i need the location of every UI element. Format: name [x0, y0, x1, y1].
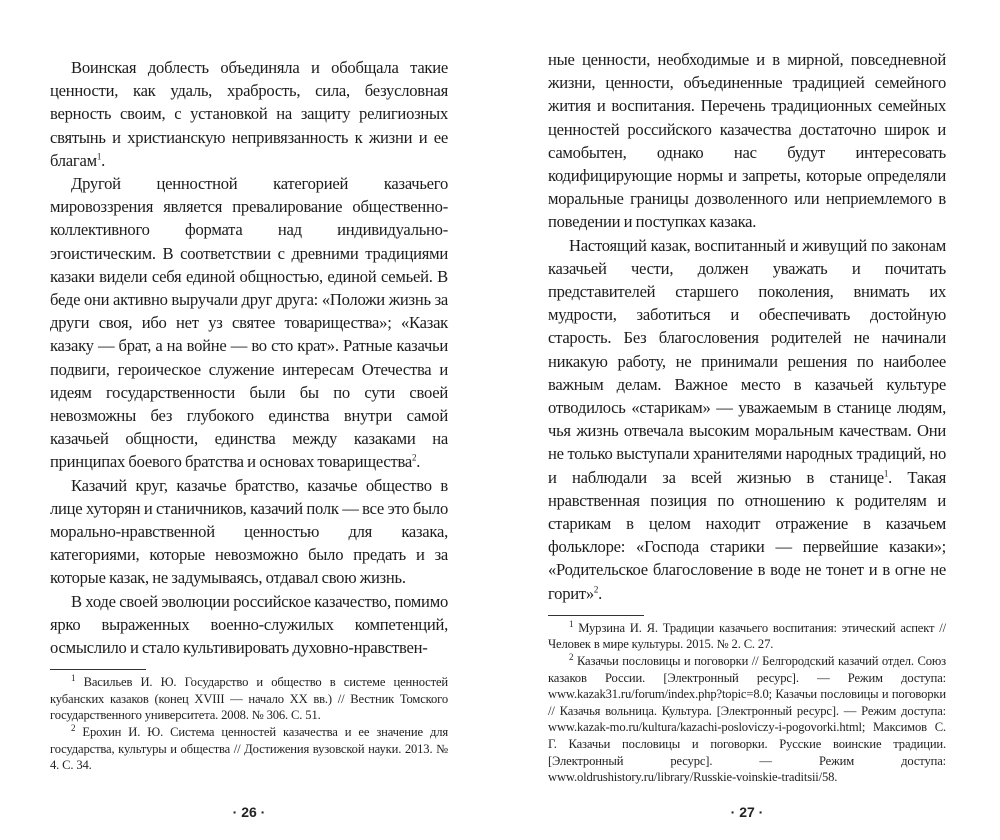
- footnote-ref[interactable]: 2: [412, 452, 417, 463]
- footnote-divider: [50, 669, 146, 670]
- left-page-body: [50, 56, 448, 659]
- paragraph: Настоящий казак, воспитанный и живущий по законам казачьей чести, должен уважать и почитать представителей старшего поколения, внимать их мудрости, заботиться и обеспечивать достойную старость. Без благословения родителей не начинали никакую работу, не принимали решения по наиболее важным делам. Важное место в казачьей культуре отводилось «старикам» — уважаемым в станице людям, чья жизнь отвечала высоким моральным качествам. Они не только выступали хранителями народных традиций, но и наблюдали за всей жизнью в станице$^1$. Такая нравственная позиция по отношению к родителям и старикам в целом находит отражение в казачьем фольклоре: «Господа старики — первейшие казаки»; «Родительское благословение в воде не тонет и в огне не горит»$^2$.: [548, 235, 946, 603]
- paragraph: Казачий круг, казачье братство, казачье общество в лице хуторян и станичников, казачий полк — все это было морально-нравственной ценностью для казака, категориями, которые невозможно было предать и за которые казак, не задумываясь, отдавал свою жизнь.: [50, 475, 448, 588]
- paragraph: ные ценности, необходимые и в мирной, повседневной жизни, ценности, объединенные традицией семейного жития и воспитания. Перечень традиционных семейных ценностей российского казачества достаточно широк и самобытен, однако нас будут интересовать кодифицирующие нормы и запреты, которые определяли моральные границы дозволенного или неприемлемого в поведении и поступках казака.: [548, 50, 946, 232]
- right-page: [500, 0, 1000, 840]
- footnote-ref[interactable]: 1: [883, 468, 889, 479]
- paragraph: Другой ценностной категорией казачьего мировоззрения является превалирование общественно-коллективного формата над индивидуально-эгоистическим. В соответствии с древними традициями казаки видели себя единой общностью, единой семьей. В беде они активно выручали друг друга: «Положи жизнь за други своя, ибо нет уз святее товарищества»; «Казак казаку — брат, а на войне — во сто крат». Ратные казачьи подвиги, героическое служение интересам Отечества и идеям государственности были бы по сути своей невозможны без глубокого единства внутри самой казачьей общности, единства между казаками на принципах боевого братства и основах товарищества$^2$.: [50, 174, 448, 472]
- paragraph: Воинская доблесть объединяла и обобщала такие ценности, как удаль, храбрость, сила, безусловная верность своим, с установкой на защиту религиозных святынь и христианскую непривязанность к жизни и ее благам$^1$.: [50, 58, 448, 170]
- left-page-footnotes: [50, 674, 448, 774]
- footnote: $^1$ Мурзина И. Я. Традиции казачьего воспитания: этический аспект // Человек в мире культуры. 2015. № 2. С. 27.: [548, 618, 946, 652]
- footnote: $^1$ Васильев И. Ю. Государство и общество в системе ценностей кубанских казаков (конец XVIII — начало XX вв.) // Вестник Томского государственного университета. 2008. № 306. С. 51.: [50, 673, 448, 723]
- right-page-footnotes: [548, 620, 946, 786]
- page-number: · 27 ·: [730, 803, 764, 820]
- footnote-divider: [548, 615, 644, 616]
- paragraph: В ходе своей эволюции российское казачество, помимо ярко выраженных военно-служилых компетенций, осмыслило и стало культивировать духовно-нравствен-: [50, 591, 448, 658]
- footnote-ref[interactable]: 1: [96, 151, 102, 162]
- footnote-ref[interactable]: 2: [593, 584, 599, 595]
- footnote: $^2$ Ерохин И. Ю. Система ценностей казачества и ее значение для государства, культуры и общества // Достижения вузовской науки. 2013. № 4. С. 34.: [50, 722, 448, 773]
- footnote: $^2$ Казачьи пословицы и поговорки // Белгородский казачий отдел. Союз казаков России. [Электронный ресурс]. — Режим доступа: www.kazak31.ru/forum/index.php?topic=8.0; Казачьи пословицы и поговорки // Казачья вольница. Культура. [Электронный ресурс]. — Режим доступа: www.kazak-mo.ru/kultura/kazachi-posloviczy-i-pogovorki.html; Максимов С. Г. Казачьи пословицы и поговорки. Русские воинские традиции. [Электронный ресурс]. — Режим доступа: www.oldrushistory.ru/library/Russkie-voinskie-traditsii/58.: [548, 651, 947, 785]
- page-number: · 26 ·: [232, 803, 266, 820]
- right-page-body: [548, 48, 946, 605]
